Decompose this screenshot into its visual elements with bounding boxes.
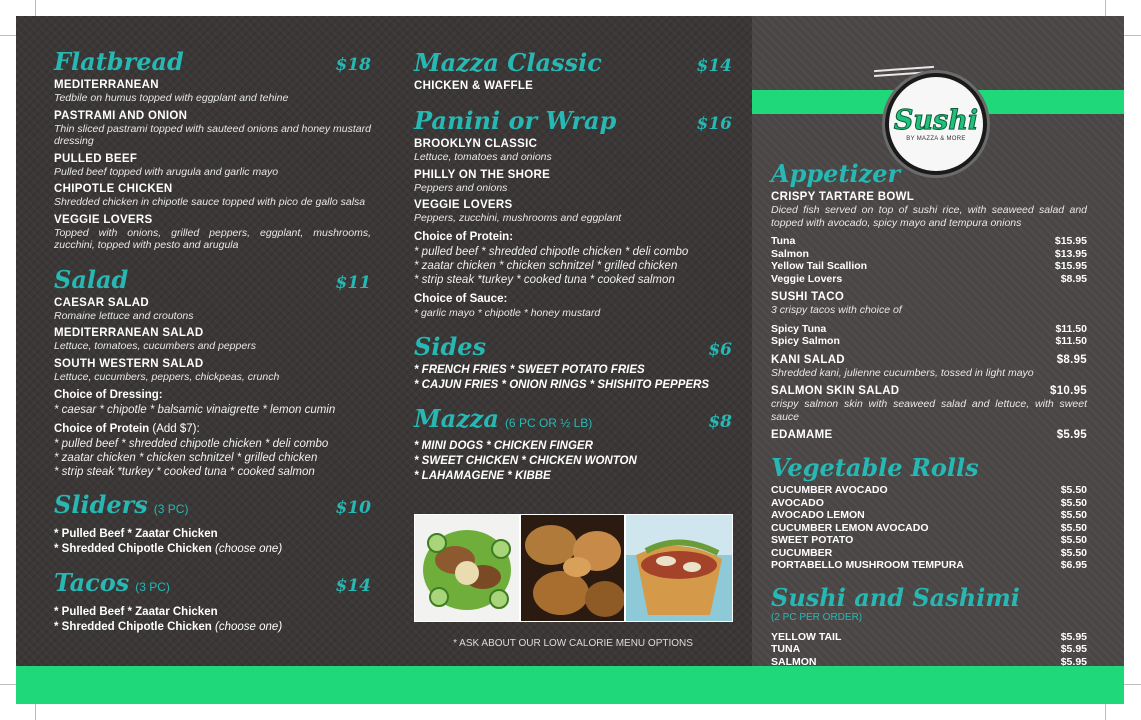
menu-item-desc: 3 crispy tacos with choice of: [771, 304, 902, 316]
menu-item-name: CRISPY TARTARE BOWL: [771, 191, 915, 203]
price-row-value: $5.50: [1060, 546, 1087, 559]
price-row-label: SALMON: [771, 655, 817, 668]
menu-item-desc: Romaine lettuce and croutons: [54, 309, 194, 322]
sliders-price: $10: [335, 498, 371, 518]
tacos-line: * Pulled Beef * Zaatar Chicken: [54, 606, 218, 618]
mazza-line: * MINI DOGS * CHICKEN FINGER: [414, 440, 593, 452]
price-row-value: $15.95: [1054, 260, 1087, 272]
price-row: [771, 260, 1087, 273]
sushi-logo-inner: [889, 77, 983, 171]
sashimi-list: [771, 631, 1087, 669]
panini-price: $16: [696, 114, 732, 134]
menu-item-desc: Lettuce, cucumbers, peppers, chickpeas, crunch: [54, 370, 280, 383]
menu-item-name: MEDITERRANEAN SALAD: [54, 327, 204, 339]
tacos-price: $14: [335, 576, 371, 596]
price-row-label: TUNA: [771, 643, 801, 655]
sliders-line-text: * Shredded Chipotle Chicken: [54, 543, 212, 555]
menu-item-desc: Lettuce, tomatoes, cucumbers and peppers: [54, 340, 256, 352]
middle-column: [414, 49, 732, 484]
menu-item-name: SUSHI TACO: [771, 291, 845, 303]
taco-photo-image: [626, 515, 732, 621]
protein-line: * pulled beef * shredded chipotle chicken * deli combo: [54, 438, 329, 450]
price-row-value: $8.95: [1060, 272, 1087, 285]
menu-item-desc: Peppers, zucchini, mushrooms and eggplant: [414, 212, 622, 224]
salad-price: $11: [335, 272, 371, 293]
mazza-title: Mazza: [414, 404, 499, 433]
green-band-bottom: [16, 666, 1124, 704]
price-row-value: $5.95: [1060, 643, 1087, 655]
price-row: [771, 534, 1087, 547]
mazza-classic-title: Mazza Classic: [414, 48, 602, 77]
menu-item-name: CAESAR SALAD: [54, 296, 149, 309]
menu-item-price: $8.95: [1056, 353, 1087, 366]
veg-rolls-title: Vegetable Rolls: [771, 453, 979, 482]
sliders-note: (3 PC): [153, 502, 189, 516]
menu-item-desc: Shredded chicken in chipotle sauce topped with pico de gallo salsa: [54, 196, 366, 208]
price-row: [771, 631, 1087, 644]
sliders-line: * Pulled Beef * Zaatar Chicken: [54, 528, 218, 540]
price-row-value: $5.50: [1060, 496, 1087, 509]
mazza-header: [414, 405, 732, 437]
salad-photo-image: [415, 515, 519, 621]
logo-subtitle: BY MAZZA & MORE: [906, 136, 966, 142]
left-column: [54, 48, 371, 635]
price-row: [771, 235, 1087, 248]
protein-line: * strip steak *turkey * cooked tuna * cooked salmon: [54, 466, 315, 478]
flatbread-items: [54, 78, 371, 252]
menu-item-desc: Thin sliced pastrami topped with sauteed onions and honey mustard dressing: [54, 122, 371, 147]
menu-item-name: PULLED BEEF: [54, 152, 138, 165]
menu-item-desc: Topped with onions, grilled peppers, eggplant, mushrooms, zucchini, topped with pesto and arugula: [54, 226, 371, 251]
sliders-title: Sliders: [54, 490, 148, 519]
tacos-line-2: [54, 620, 371, 635]
kani-row: [771, 353, 1087, 367]
price-row-label: AVOCADO LEMON: [771, 509, 865, 521]
mazza-price: $8: [708, 412, 732, 432]
price-row: [771, 497, 1087, 510]
price-row-value: $5.50: [1060, 509, 1087, 521]
menu-item-price: $10.95: [1050, 385, 1087, 397]
menu-item-desc: Pulled beef topped with arugula and garlic mayo: [54, 165, 279, 178]
price-row-value: $5.50: [1060, 521, 1087, 534]
menu-item-name: EDAMAME: [771, 429, 833, 441]
price-row: [771, 509, 1087, 522]
price-row-value: $11.50: [1055, 322, 1087, 335]
tacos-title-row: [54, 569, 170, 601]
sides-line: * CAJUN FRIES * ONION RINGS * SHISHITO PEPPERS: [414, 379, 710, 391]
sashimi-note: (2 PC PER ORDER): [771, 611, 863, 623]
sauce-options: * garlic mayo * chipotle * honey mustard: [414, 306, 601, 319]
price-row: [771, 643, 1087, 656]
price-row: [771, 335, 1087, 348]
salad-title: Salad: [54, 264, 129, 294]
price-row: [771, 522, 1087, 535]
price-row-label: CUCUMBER: [771, 546, 833, 559]
protein-label: Choice of Protein: [54, 423, 150, 435]
mazza-classic-header: [414, 49, 732, 77]
menu-item-name: SOUTH WESTERN SALAD: [54, 357, 204, 370]
mazza-note: (6 PC OR ½ LB): [504, 416, 593, 430]
salad-header: [54, 266, 371, 294]
menu-item-desc: crispy salmon skin with seaweed salad and lettuce, with sweet sauce: [771, 398, 1087, 423]
price-row: [771, 273, 1087, 286]
menu-item-price: $5.95: [1056, 429, 1087, 441]
price-row-label: Tuna: [771, 235, 796, 247]
edamame-row: [771, 428, 1087, 442]
low-calorie-note: * ASK ABOUT OUR LOW CALORIE MENU OPTIONS: [453, 638, 693, 649]
menu-item-name: PASTRAMI AND ONION: [54, 109, 188, 122]
price-row-label: Spicy Salmon: [771, 335, 840, 347]
protein-line: * zaatar chicken * chicken schnitzel * grilled chicken: [54, 452, 318, 464]
price-row-value: $5.50: [1060, 484, 1087, 496]
price-row-value: $11.50: [1055, 335, 1087, 347]
dressing-label: Choice of Dressing:: [54, 389, 163, 401]
price-row-label: CUCUMBER AVOCADO: [771, 484, 888, 496]
mazza-classic-price: $14: [696, 56, 732, 76]
sashimi-title: Sushi and Sashimi: [771, 582, 1020, 612]
menu-item-name: VEGGIE LOVERS: [414, 199, 513, 211]
sliders-line-note: (choose one): [215, 543, 283, 555]
menu-item-name: KANI SALAD: [771, 353, 845, 366]
menu-item-name: PHILLY ON THE SHORE: [414, 168, 551, 181]
sides-price: $6: [708, 340, 732, 360]
mazza-line: * SWEET CHICKEN * CHICKEN WONTON: [414, 455, 637, 467]
price-row-label: Salmon: [771, 247, 809, 260]
price-row: [771, 656, 1087, 669]
taco-price-list: [771, 323, 1087, 348]
menu-item-desc: Peppers and onions: [414, 181, 508, 194]
crispy-price-list: [771, 235, 1087, 285]
tacos-line-text: * Shredded Chipotle Chicken: [54, 621, 212, 633]
price-row: [771, 547, 1087, 560]
price-row: [771, 323, 1087, 336]
menu-item-name: CHIPOTLE CHICKEN: [54, 183, 173, 195]
logo-word: Sushi: [893, 105, 979, 136]
sides-header: [414, 333, 732, 361]
salad-photo: [414, 514, 520, 622]
price-row: [771, 559, 1087, 572]
price-row-label: PORTABELLO MUSHROOM TEMPURA: [771, 559, 964, 571]
veg-rolls-list: [771, 484, 1087, 572]
sides-title: Sides: [414, 332, 487, 361]
price-row: [771, 484, 1087, 497]
price-row: [771, 248, 1087, 261]
panini-title: Panini or Wrap: [414, 106, 617, 135]
panini-protein-label: Choice of Protein:: [414, 230, 514, 243]
menu-item-name: MEDITERRANEAN: [54, 79, 159, 91]
sliders-title-row: [54, 491, 188, 523]
price-row-label: AVOCADO: [771, 496, 824, 509]
price-row-label: SWEET POTATO: [771, 534, 854, 546]
protein-line: * zaatar chicken * chicken schnitzel * grilled chicken: [414, 259, 678, 272]
flatbread-price: $18: [335, 55, 371, 75]
price-row-value: $6.95: [1060, 559, 1087, 571]
tacos-title: Tacos: [54, 568, 130, 597]
sliders-header: [54, 491, 371, 523]
taco-photo: [625, 514, 733, 622]
sauce-label: Choice of Sauce:: [414, 292, 508, 305]
price-row-value: $5.95: [1060, 655, 1087, 668]
menu-item-name: CHICKEN & WAFFLE: [414, 80, 534, 92]
protein-line: * strip steak *turkey * cooked tuna * cooked salmon: [414, 273, 675, 286]
menu-item-name: BROOKLYN CLASSIC: [414, 138, 538, 150]
mazza-title-row: [414, 405, 592, 437]
price-row-label: Yellow Tail Scallion: [771, 260, 868, 272]
protein-label-row: [54, 422, 371, 437]
salmon-skin-row: [771, 384, 1087, 398]
price-row-label: Veggie Lovers: [771, 272, 843, 285]
price-row-label: YELLOW TAIL: [771, 630, 842, 643]
menu-sheet: [16, 16, 1124, 704]
right-column: [771, 160, 1087, 668]
tacos-line-note: (choose one): [215, 621, 283, 633]
tacos-header: [54, 569, 371, 601]
panini-header: [414, 107, 732, 135]
wonton-photo: [520, 514, 625, 622]
flatbread-title: Flatbread: [54, 47, 184, 76]
tacos-note: (3 PC): [135, 580, 170, 594]
menu-item-name: VEGGIE LOVERS: [54, 213, 153, 226]
appetizer-title: Appetizer: [771, 159, 901, 188]
protein-note: (Add $7):: [152, 423, 200, 435]
menu-item-name: SALMON SKIN SALAD: [771, 385, 900, 397]
protein-line: * pulled beef * shredded chipotle chicken * deli combo: [414, 245, 689, 258]
price-row-value: $5.95: [1060, 630, 1087, 643]
sliders-line-2: [54, 542, 371, 557]
price-row-value: $15.95: [1054, 235, 1087, 247]
price-row-value: $5.50: [1060, 534, 1087, 546]
price-row-label: Spicy Tuna: [771, 322, 827, 335]
menu-item-desc: Diced fish served on top of sushi rice, with seaweed salad and topped with avocado, spicy mayo and tempura onions: [771, 204, 1087, 229]
menu-item-desc: Shredded kani, julienne cucumbers, tossed in light mayo: [771, 366, 1034, 379]
sides-line: * FRENCH FRIES * SWEET POTATO FRIES: [414, 364, 645, 376]
dressing-options: * caesar * chipotle * balsamic vinaigrette * lemon cumin: [54, 404, 336, 416]
menu-item-desc: Lettuce, tomatoes and onions: [414, 151, 552, 163]
price-row-label: CUCUMBER LEMON AVOCADO: [771, 521, 929, 534]
mazza-line: * LAHAMAGENE * KIBBE: [414, 470, 551, 482]
menu-item-desc: Tedbile on humus topped with eggplant and tehine: [54, 92, 289, 104]
wonton-photo-image: [521, 515, 624, 621]
price-row-value: $13.95: [1054, 247, 1087, 260]
flatbread-header: [54, 48, 371, 76]
